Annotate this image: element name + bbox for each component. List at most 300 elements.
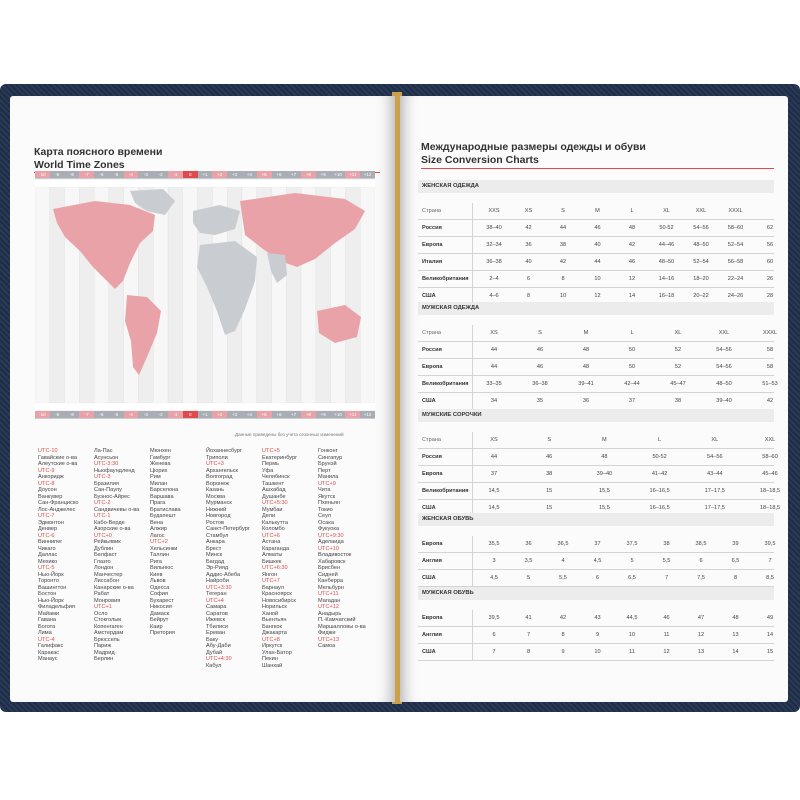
city-name: Лос-Анджелес — [38, 506, 76, 513]
city-name: Женева — [150, 461, 171, 467]
world-time-zone-map — [35, 171, 375, 419]
city-name: Ростов — [206, 519, 224, 526]
city-name: Ньюфаундленд — [94, 467, 135, 474]
size-value: 52–54 — [727, 242, 744, 248]
time-zone-offset: -2 — [153, 171, 168, 178]
city-column — [262, 448, 297, 669]
city-name: Архангельск — [206, 467, 238, 474]
city-name: Дели — [262, 513, 276, 519]
size-column-header: XS — [490, 437, 498, 443]
size-value: 14,5 — [488, 488, 500, 494]
city-name: Манаус — [38, 656, 58, 662]
utc-offset-label: UTC+5 — [262, 448, 280, 454]
city-name: Баку — [206, 636, 219, 643]
time-zone-offset: -10 — [35, 411, 50, 418]
city-name: Фиджи — [318, 630, 336, 636]
size-value: 10 — [594, 276, 601, 282]
city-name: Азорские о-ва — [94, 526, 131, 532]
time-zone-offset: +1 — [198, 411, 213, 418]
city-name: Рабат — [94, 591, 110, 597]
city-name: Санкт-Петербург — [206, 526, 250, 532]
size-value: 60 — [766, 259, 774, 265]
city-name: Аделаида — [318, 539, 344, 545]
size-value: 6 — [595, 575, 600, 581]
time-zone-offset: 0 — [183, 411, 198, 418]
size-value: 9 — [595, 632, 600, 638]
size-value: 48 — [582, 347, 590, 353]
utc-offset-label: UTC-10 — [38, 448, 58, 454]
city-name: Варшава — [150, 493, 174, 500]
city-name: Никосия — [150, 604, 172, 610]
size-value: 5,5 — [559, 575, 567, 581]
size-table-row — [418, 644, 774, 661]
size-column-header: M — [583, 330, 589, 336]
size-row-label: Россия — [422, 454, 442, 460]
size-value: 36 — [582, 398, 590, 404]
size-value: 37,5 — [626, 541, 638, 547]
city-name: Гамбург — [150, 454, 171, 461]
utc-offset-label: UTC+11 — [318, 591, 339, 597]
map-footnote: Данные приведены без учета сезонных изменений — [235, 432, 344, 437]
city-name: Мадрид — [94, 649, 115, 656]
size-value: 7 — [526, 632, 531, 638]
size-value: 46 — [536, 364, 544, 370]
size-table-row — [418, 393, 774, 410]
size-value: 10 — [559, 293, 567, 299]
time-zone-offset: +6 — [272, 411, 287, 418]
city-name: Майами — [38, 610, 60, 617]
city-name: Глазго — [94, 558, 111, 565]
city-name: Бразилия — [94, 480, 119, 487]
city-name: Мурманск — [206, 500, 232, 506]
time-zone-offset: +10 — [331, 411, 346, 418]
size-value: 48 — [628, 225, 636, 231]
city-name: Анкоридж — [38, 474, 64, 480]
utc-offset-label: UTC+2 — [150, 539, 168, 545]
size-value: 12 — [594, 293, 601, 299]
city-name: Сан-Франциско — [38, 500, 79, 506]
size-value: 12 — [628, 276, 636, 282]
utc-offset-label: UTC+9:30 — [318, 532, 344, 539]
city-name: Дубай — [206, 649, 223, 656]
time-zone-offset: +10 — [331, 171, 346, 178]
city-column — [150, 448, 181, 637]
utc-offset-label: UTC+8 — [262, 636, 280, 643]
city-name: Найроби — [206, 578, 229, 584]
city-name: Бостон — [38, 591, 57, 597]
size-value: 6,5 — [628, 575, 636, 581]
city-column — [94, 448, 139, 663]
city-name: Якутск — [318, 493, 336, 500]
size-value: 50-52 — [652, 454, 667, 460]
city-name: Копенгаген — [94, 623, 123, 630]
time-zone-offset: +4 — [242, 411, 257, 418]
size-value: 49 — [766, 615, 774, 621]
size-value: 43–44 — [707, 471, 723, 477]
size-value: 54–56 — [716, 347, 732, 353]
city-name: Братислава — [150, 506, 181, 513]
size-value: 4–6 — [489, 293, 499, 299]
city-name: Вильнюс — [150, 565, 174, 571]
size-value: 36 — [525, 541, 532, 547]
size-value: 5 — [630, 558, 634, 564]
size-table-header-row — [418, 325, 778, 342]
size-column-header: S — [561, 208, 565, 214]
size-row-label: Англия — [422, 558, 442, 564]
city-name: София — [150, 591, 168, 597]
left-page — [10, 96, 395, 702]
size-value: 14 — [628, 293, 636, 299]
size-value: 45–46 — [762, 471, 778, 477]
time-zone-offset: -9 — [50, 411, 65, 418]
size-value: 42–44 — [624, 381, 640, 387]
time-zone-offset: -1 — [168, 171, 183, 178]
time-zone-offset: +11 — [345, 171, 360, 178]
size-value: 58–60 — [762, 454, 778, 460]
city-name: Львов — [150, 578, 166, 584]
city-name: Новосибирск — [262, 597, 296, 604]
time-zone-offset: -2 — [153, 411, 168, 418]
city-name: Сидней — [318, 571, 338, 578]
utc-offset-label: UTC+1 — [94, 604, 112, 610]
city-name: Москва — [206, 493, 226, 500]
time-zone-offset: +1 — [198, 171, 213, 178]
city-name: Стамбул — [206, 532, 229, 539]
city-name: Бангкок — [262, 623, 282, 630]
time-zone-offset: +4 — [242, 171, 257, 178]
size-column-header: XXL — [764, 437, 776, 443]
city-name: П.-Камчатский — [318, 617, 356, 623]
size-column-header: XXL — [718, 330, 730, 336]
size-row-label: Страна — [422, 208, 442, 214]
city-name: Прага — [150, 500, 166, 506]
time-zone-offset: +5 — [257, 411, 272, 418]
city-name: Канарские о-ва — [94, 584, 134, 591]
utc-offset-label: UTC-5 — [38, 565, 55, 571]
time-zone-offset: -4 — [124, 171, 139, 178]
size-value: 7,5 — [697, 575, 705, 581]
time-zone-offset: +3 — [227, 171, 242, 178]
city-name: Магадан — [318, 597, 341, 604]
size-table-heading: ЖЕНСКАЯ ОДЕЖДА — [418, 180, 774, 193]
time-zone-offset: +6 — [272, 171, 287, 178]
size-value: 52–54 — [693, 259, 709, 265]
size-value: 56 — [766, 242, 774, 248]
time-zone-offset: +9 — [316, 411, 331, 418]
city-name: Амстердам — [94, 630, 124, 636]
size-value: 40 — [525, 259, 532, 265]
size-value: 17–17,5 — [704, 488, 725, 494]
city-name: Претория — [150, 630, 175, 636]
city-name: Пермь — [262, 461, 280, 467]
city-name: Барселона — [150, 487, 179, 493]
size-value: 5,5 — [662, 558, 671, 564]
size-value: 13 — [732, 632, 739, 638]
size-column-header: XXS — [488, 208, 500, 214]
size-table — [418, 587, 774, 661]
city-name: Мумбаи — [262, 506, 283, 513]
size-value: 39–40 — [716, 398, 732, 404]
size-value: 8 — [526, 293, 531, 299]
size-value: 39–41 — [578, 381, 594, 387]
city-name: Бейрут — [150, 617, 169, 623]
city-name: Абу-Даби — [206, 643, 231, 649]
time-zone-offset: -4 — [124, 411, 139, 418]
right-page — [400, 96, 788, 702]
city-name: Эр-Рияд — [206, 565, 229, 571]
size-value: 20–22 — [693, 293, 709, 299]
size-value: 44–46 — [658, 242, 675, 248]
time-zone-offset: -8 — [65, 171, 80, 178]
city-name: Йоханнесбург — [206, 448, 242, 454]
city-name: Чикаго — [38, 545, 56, 552]
city-name: Уфа — [262, 467, 274, 474]
size-table-row — [418, 254, 774, 271]
size-value: 12 — [697, 632, 705, 638]
city-name: Дублин — [94, 545, 114, 552]
size-column-header: XXL — [695, 208, 707, 214]
city-name: Челябинск — [262, 474, 290, 480]
size-row-label: Великобритания — [422, 381, 469, 387]
city-name: Бишкек — [262, 558, 282, 565]
city-name: Калькутта — [262, 519, 289, 526]
size-column-header: XS — [524, 208, 533, 214]
city-name: Тбилиси — [206, 623, 229, 630]
size-row-label: Англия — [422, 632, 442, 638]
size-value: 15,5 — [598, 505, 610, 511]
size-value: 50-52 — [659, 225, 674, 231]
size-value: 4 — [561, 558, 565, 564]
time-zone-offset: +12 — [360, 411, 375, 418]
utc-offset-label: UTC-3:30 — [94, 461, 119, 467]
size-value: 42 — [525, 225, 532, 231]
size-value: 45–47 — [670, 381, 686, 387]
city-name: Душанбе — [262, 493, 286, 500]
size-value: 52 — [674, 347, 682, 353]
city-name: Ла-Пас — [94, 448, 113, 454]
city-name: Будапешт — [150, 513, 176, 519]
size-table — [418, 513, 774, 587]
time-zone-offset: +9 — [316, 171, 331, 178]
size-table-row — [418, 237, 774, 254]
size-value: 52 — [674, 364, 682, 370]
size-row-label: Великобритания — [422, 488, 469, 494]
utc-offset-label: UTC+12 — [318, 604, 339, 610]
city-name: Торонто — [38, 578, 60, 584]
size-value: 47 — [697, 615, 705, 621]
city-name: Токио — [318, 506, 333, 513]
city-name: Барнаул — [262, 584, 284, 591]
size-value: 38 — [559, 242, 567, 248]
size-table-row — [418, 466, 778, 483]
city-name: Тегеран — [206, 591, 227, 597]
city-name: Фукуока — [318, 526, 340, 532]
size-value: 42 — [766, 398, 774, 404]
city-name: Анадырь — [318, 610, 342, 617]
city-name: Буэнос-Айрес — [94, 493, 130, 500]
size-value: 16–16,5 — [649, 505, 670, 511]
size-value: 38 — [546, 471, 553, 477]
size-table-row — [418, 271, 774, 288]
size-value: 36–38 — [486, 259, 502, 265]
size-value: 44 — [559, 225, 567, 231]
city-name: Алжир — [150, 526, 167, 532]
city-name: Виннипег — [38, 539, 63, 545]
city-name: Красноярск — [262, 591, 292, 597]
size-value: 18–18,5 — [759, 488, 781, 494]
size-row-label: США — [422, 649, 436, 655]
size-value: 46 — [594, 225, 601, 231]
city-name: Гавайские о-ва — [38, 454, 77, 461]
city-name: Брест — [206, 545, 222, 552]
city-column — [206, 448, 250, 669]
city-name: Манила — [318, 474, 339, 480]
size-value: 38 — [674, 398, 682, 404]
size-value: 7 — [664, 575, 669, 581]
size-value: 48 — [582, 364, 590, 370]
time-zone-offset: -8 — [65, 411, 80, 418]
city-name: Каракас — [38, 649, 60, 656]
size-value: 38–40 — [486, 225, 502, 231]
size-value: 50 — [628, 347, 636, 353]
size-value: 33–35 — [486, 381, 502, 387]
time-zone-offset: +5 — [257, 171, 272, 178]
size-value: 6 — [699, 558, 703, 564]
city-name: Ташкент — [262, 480, 285, 487]
size-value: 32–34 — [486, 242, 502, 248]
city-name: Бухарест — [150, 597, 174, 604]
size-value: 8 — [561, 276, 565, 282]
city-name: Галифакс — [38, 643, 64, 649]
size-value: 35,5 — [488, 541, 500, 547]
city-name: Киев — [150, 571, 163, 578]
utc-offset-label: UTC-6 — [38, 532, 55, 539]
time-zone-offset: -6 — [94, 171, 109, 178]
utc-offset-label: UTC-2 — [94, 500, 111, 506]
size-column-header: S — [547, 437, 552, 443]
size-value: 16–18 — [658, 293, 675, 299]
size-column-header: M — [602, 437, 607, 443]
size-value: 50 — [628, 364, 636, 370]
size-value: 54–56 — [693, 225, 709, 231]
size-column-header: S — [538, 330, 542, 336]
size-value: 41–42 — [651, 471, 668, 477]
size-value: 37 — [594, 541, 601, 547]
size-value: 11 — [663, 632, 670, 638]
size-row-label: Европа — [422, 615, 443, 621]
time-zone-offset: +3 — [227, 411, 242, 418]
size-value: 14 — [732, 649, 739, 655]
size-value: 43 — [594, 615, 601, 621]
size-value: 38,5 — [695, 541, 707, 547]
city-name: Алеутские о-ва — [38, 461, 78, 467]
size-value: 2–4 — [489, 276, 499, 282]
size-value: 58–60 — [727, 225, 744, 231]
size-value: 41 — [525, 615, 532, 621]
city-name: Улан-Батор — [262, 649, 292, 656]
city-name: Коломбо — [262, 526, 285, 532]
size-row-label: Страна — [422, 330, 442, 336]
time-zone-map-graphic — [35, 171, 375, 419]
size-table-header-row — [418, 203, 774, 220]
size-value: 18–20 — [693, 276, 709, 282]
size-row-label: США — [422, 575, 436, 581]
size-column-header: XL — [663, 208, 670, 214]
city-name: Белфаст — [94, 552, 117, 558]
size-value: 8 — [526, 649, 531, 655]
size-row-label: Страна — [422, 437, 442, 443]
city-name: Ижевск — [206, 617, 226, 623]
city-name: Эдмонтон — [38, 519, 64, 526]
city-name: Стокгольм — [94, 617, 122, 623]
city-name: Осака — [318, 519, 334, 526]
city-name: Доусон — [38, 487, 57, 493]
size-value: 36 — [525, 242, 532, 248]
size-column-header: XS — [490, 330, 498, 336]
size-row-label: Европа — [422, 364, 443, 370]
size-row-label: Европа — [422, 471, 443, 477]
size-row-label: США — [422, 398, 436, 404]
size-table-row — [418, 483, 781, 500]
size-table-row — [418, 570, 774, 587]
size-value: 18–18,5 — [759, 505, 781, 511]
size-value: 39,5 — [488, 615, 500, 621]
size-row-label: Европа — [422, 541, 443, 547]
size-row-label: Италия — [422, 259, 443, 265]
size-table-heading: МУЖСКИЕ СОРОЧКИ — [418, 409, 774, 422]
size-table — [418, 302, 778, 410]
utc-offset-label: UTC-4 — [38, 636, 55, 643]
size-value: 42 — [559, 615, 567, 621]
city-name: Саратов — [206, 610, 228, 617]
city-name: Рига — [150, 558, 162, 565]
size-value: 36–38 — [532, 381, 548, 387]
city-name: Казань — [206, 487, 224, 493]
time-zone-offset: -10 — [35, 171, 50, 178]
size-value: 44 — [490, 347, 498, 353]
sizes-title-ru: Международные размеры одежды и обуви — [421, 141, 646, 153]
utc-offset-label: UTC-1 — [94, 513, 111, 519]
utc-offset-label: UTC-8 — [38, 480, 55, 487]
time-zone-stripe — [168, 187, 183, 403]
size-value: 11 — [629, 649, 635, 655]
size-value: 48–50 — [658, 259, 675, 265]
city-name: Вашингтон — [38, 584, 67, 591]
city-name: Багдад — [206, 558, 225, 565]
city-name: Перт — [318, 467, 331, 474]
city-column — [38, 448, 78, 663]
city-name: Сан-Паулу — [94, 487, 122, 493]
size-value: 15,5 — [598, 488, 610, 494]
city-name: Лагос — [150, 532, 165, 539]
time-zone-offset: -7 — [79, 411, 94, 418]
size-value: 3 — [492, 558, 496, 564]
size-value: 48 — [601, 454, 608, 460]
city-name: Лиссабон — [94, 578, 119, 584]
city-name: Лондон — [94, 565, 114, 571]
size-row-label: США — [422, 505, 436, 511]
city-name: Гонконг — [318, 448, 338, 454]
utc-offset-label: UTC+3:30 — [206, 584, 232, 591]
city-name: Одесса — [150, 584, 170, 591]
utc-offset-label: UTC+3 — [206, 461, 224, 467]
city-name: Мельбурн — [318, 584, 344, 591]
size-column-header: XL — [674, 330, 682, 336]
size-row-label: Россия — [422, 225, 442, 231]
size-column-header: M — [595, 208, 600, 214]
size-table-row — [418, 536, 774, 553]
size-row-label: США — [422, 293, 436, 299]
